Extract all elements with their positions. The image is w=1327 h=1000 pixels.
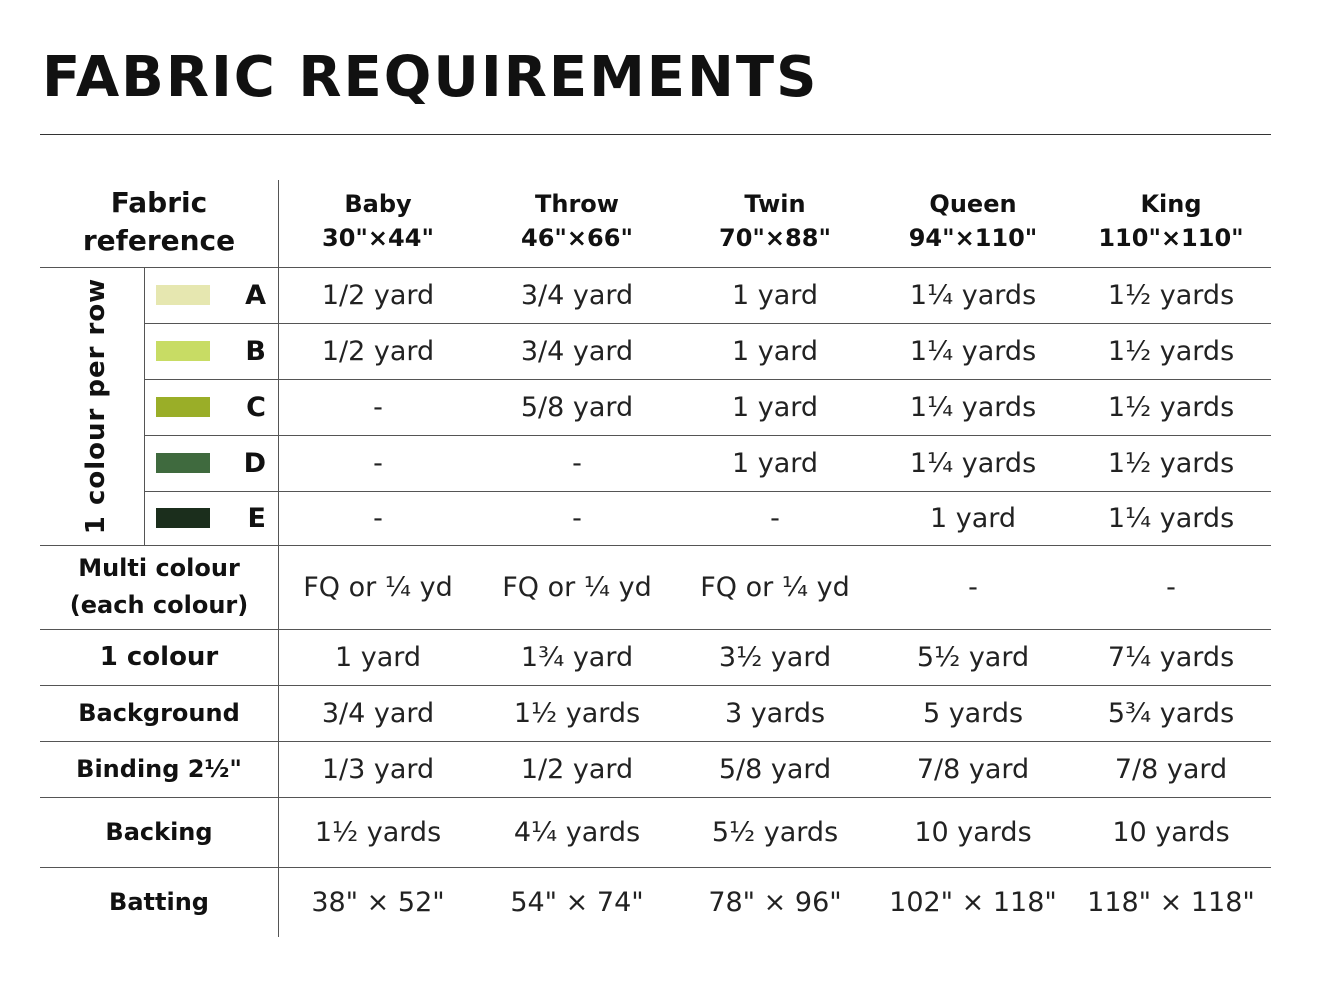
- size-name: Queen: [929, 190, 1017, 218]
- row-label: [40, 685, 278, 741]
- table-cell: 1 yard: [731, 391, 819, 423]
- table-cell: 7/8 yard: [916, 753, 1030, 785]
- grid-line: [40, 545, 1271, 546]
- table-cell: 1 yard: [731, 335, 819, 367]
- text-line: (each colour): [69, 591, 249, 619]
- table-cell: 38" × 52": [311, 886, 445, 918]
- grid-line: [40, 867, 1271, 868]
- table-cell: 10 yards: [914, 816, 1032, 848]
- colour-swatch-d: [156, 453, 210, 473]
- table-cell: -: [968, 571, 978, 603]
- group-label-one-colour-per-row: [72, 267, 120, 545]
- size-header-queen: [875, 183, 1071, 259]
- grid-line: [40, 629, 1271, 630]
- colour-swatch-c: [156, 397, 210, 417]
- table-cell: 102" × 118": [889, 886, 1057, 918]
- page-title: FABRIC REQUIREMENTS: [42, 45, 819, 110]
- grid-line: [144, 435, 1271, 436]
- table-cell: 5/8 yard: [718, 753, 832, 785]
- table-cell: 1 yard: [731, 447, 819, 479]
- row-label: [40, 545, 278, 629]
- size-header-throw: [479, 183, 675, 259]
- table-cell: 1½ yards: [1107, 279, 1235, 311]
- grid-line: [40, 741, 1271, 742]
- table-cell: -: [373, 447, 383, 479]
- table-cell: 3/4 yard: [520, 279, 634, 311]
- grid-line: [144, 323, 1271, 324]
- table-cell: -: [572, 502, 582, 534]
- table-cell: 3/4 yard: [520, 335, 634, 367]
- table-cell: -: [373, 391, 383, 423]
- table-cell: 3 yards: [724, 697, 826, 729]
- colour-swatch-a: [156, 285, 210, 305]
- text-line: Backing: [105, 817, 213, 846]
- colour-swatch-e: [156, 508, 210, 528]
- table-cell: -: [373, 502, 383, 534]
- size-dimensions: 110"×110": [1098, 224, 1244, 252]
- text-line: 1 colour: [99, 641, 219, 672]
- row-label: [40, 867, 278, 937]
- table-cell: -: [1166, 571, 1176, 603]
- fabric-letter-e: E: [247, 502, 266, 534]
- grid-line: [40, 685, 1271, 686]
- size-dimensions: 46"×66": [521, 224, 633, 252]
- table-cell: 1¼ yards: [909, 335, 1037, 367]
- table-cell: 1½ yards: [1107, 447, 1235, 479]
- fabric-letter-b: B: [245, 335, 266, 367]
- size-dimensions: 30"×44": [322, 224, 434, 252]
- table-cell: -: [572, 447, 582, 479]
- table-cell: 1½ yards: [1107, 391, 1235, 423]
- text-line: Multi colour: [78, 554, 240, 582]
- row-label: [40, 741, 278, 797]
- table-cell: 5½ yard: [916, 641, 1030, 673]
- table-cell: 7/8 yard: [1114, 753, 1228, 785]
- grid-line: [144, 379, 1271, 380]
- table-cell: 1/2 yard: [321, 335, 435, 367]
- table-cell: 1 yard: [929, 502, 1017, 534]
- table-cell: 1¼ yards: [1107, 502, 1235, 534]
- table-cell: 5½ yards: [711, 816, 839, 848]
- text-line: Binding 2½": [76, 754, 242, 783]
- table-cell: FQ or ¼ yd: [502, 571, 652, 603]
- table-cell: 1¼ yards: [909, 391, 1037, 423]
- table-cell: 5/8 yard: [520, 391, 634, 423]
- size-dimensions: 70"×88": [719, 224, 831, 252]
- table-cell: 1¼ yards: [909, 447, 1037, 479]
- text-line: Background: [78, 698, 240, 727]
- table-cell: 1/2 yard: [321, 279, 435, 311]
- fabric-letter-a: A: [245, 279, 266, 311]
- table-cell: 7¼ yards: [1107, 641, 1235, 673]
- table-cell: 3/4 yard: [321, 697, 435, 729]
- grid-line: [144, 267, 145, 545]
- table-cell: 5¾ yards: [1107, 697, 1235, 729]
- table-cell: 118" × 118": [1087, 886, 1255, 918]
- table-cell: 78" × 96": [708, 886, 842, 918]
- grid-line: [144, 491, 1271, 492]
- size-name: King: [1140, 190, 1202, 218]
- size-header-king: [1073, 183, 1269, 259]
- table-cell: -: [770, 502, 780, 534]
- table-cell: 54" × 74": [510, 886, 644, 918]
- table-cell: 3½ yard: [718, 641, 832, 673]
- table-cell: 1¼ yards: [909, 279, 1037, 311]
- text-line: Batting: [109, 887, 209, 916]
- grid-line: [278, 180, 279, 937]
- size-header-twin: [677, 183, 873, 259]
- fabric-letter-d: D: [243, 447, 266, 479]
- table-cell: 5 yards: [922, 697, 1024, 729]
- table-cell: 1/3 yard: [321, 753, 435, 785]
- size-header-baby: [280, 183, 476, 259]
- fabric-letter-c: C: [246, 391, 266, 423]
- table-cell: FQ or ¼ yd: [700, 571, 850, 603]
- table-cell: 1/2 yard: [520, 753, 634, 785]
- size-name: Twin: [744, 190, 806, 218]
- size-dimensions: 94"×110": [908, 224, 1038, 252]
- text-line: Fabric: [110, 186, 208, 219]
- row-label: [40, 797, 278, 867]
- table-cell: FQ or ¼ yd: [303, 571, 453, 603]
- table-cell: 1½ yards: [513, 697, 641, 729]
- colour-swatch-b: [156, 341, 210, 361]
- text-line: reference: [82, 224, 236, 257]
- grid-line: [40, 267, 1271, 268]
- table-cell: 1½ yards: [314, 816, 442, 848]
- row-label: [40, 629, 278, 685]
- table-cell: 4¼ yards: [513, 816, 641, 848]
- table-cell: 1¾ yard: [520, 641, 634, 673]
- table-cell: 1 yard: [731, 279, 819, 311]
- size-name: Throw: [535, 190, 619, 218]
- size-name: Baby: [344, 190, 412, 218]
- table-cell: 10 yards: [1112, 816, 1230, 848]
- table-cell: 1 yard: [334, 641, 422, 673]
- group-label-text: 1 colour per row: [81, 277, 111, 535]
- table-cell: 1½ yards: [1107, 335, 1235, 367]
- grid-line: [40, 797, 1271, 798]
- title-divider: [40, 134, 1271, 135]
- fabric-reference-header: [40, 183, 278, 261]
